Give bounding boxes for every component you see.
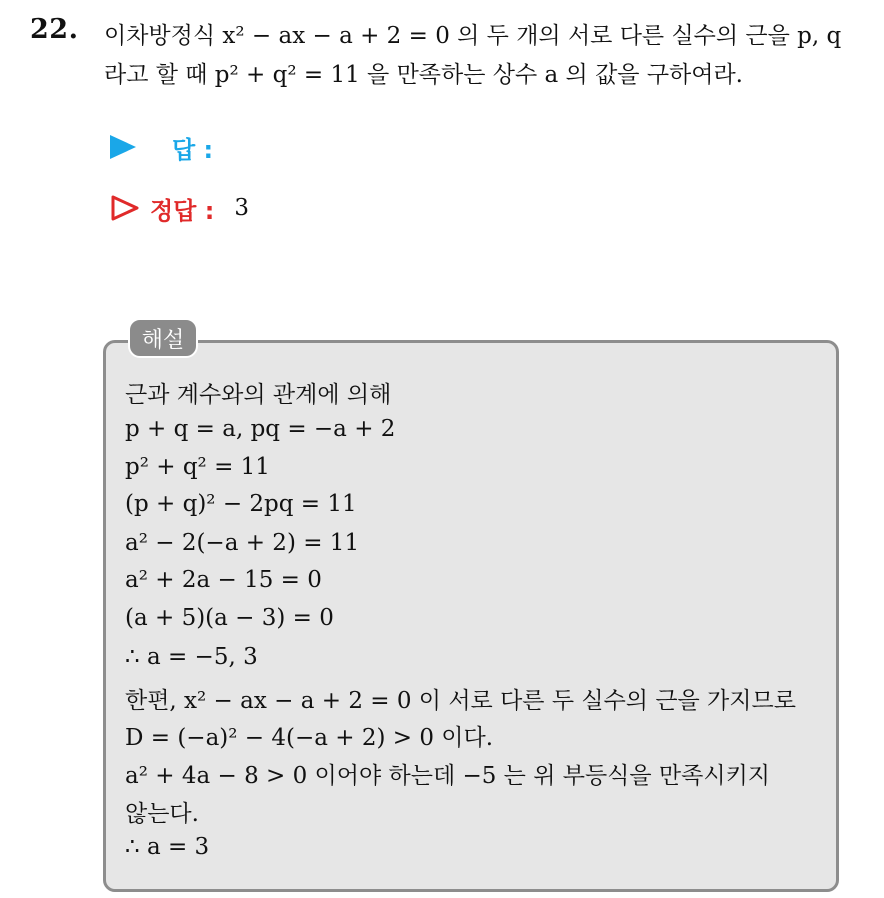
solution-line: (p + q)² − 2pq = 11 [125,491,357,517]
solution-line: ∴ a = 3 [125,834,210,860]
solution-line: a² + 2a − 15 = 0 [125,567,322,593]
answer-row [110,132,213,162]
solution-line: 한편, x² − ax − a + 2 = 0 이 서로 다른 두 실수의 근을 가지므로 [125,688,796,714]
filled-triangle-icon [110,135,136,159]
solution-line: 근과 계수와의 관계에 의해 [125,382,392,408]
solution-line: p + q = a, pq = −a + 2 [125,416,396,442]
answer-label: 답 : [172,135,214,164]
question-line-2: 라고 할 때 p² + q² = 11 을 만족하는 상수 a 의 값을 구하여라. [104,62,743,88]
outline-triangle-icon [110,194,140,222]
solution-line: ∴ a = −5, 3 [125,644,258,670]
solution-line: 않는다. [125,801,199,827]
solution-tab: 해설 [128,318,198,358]
correct-answer-row [110,192,249,224]
question-line-1: 이차방정식 x² − ax − a + 2 = 0 의 두 개의 서로 다른 실수의 근을 p, q [104,23,842,49]
solution-line: a² − 2(−a + 2) = 11 [125,530,360,556]
solution-line: D = (−a)² − 4(−a + 2) > 0 이다. [125,725,494,751]
correct-answer-label: 정답 : [150,196,215,225]
solution-line: a² + 4a − 8 > 0 이어야 하는데 −5 는 위 부등식을 만족시키지 [125,763,771,789]
solution-line: p² + q² = 11 [125,454,270,480]
question-number: 22. [30,14,79,45]
solution-line: (a + 5)(a − 3) = 0 [125,605,334,631]
correct-answer-value: 3 [234,195,249,221]
